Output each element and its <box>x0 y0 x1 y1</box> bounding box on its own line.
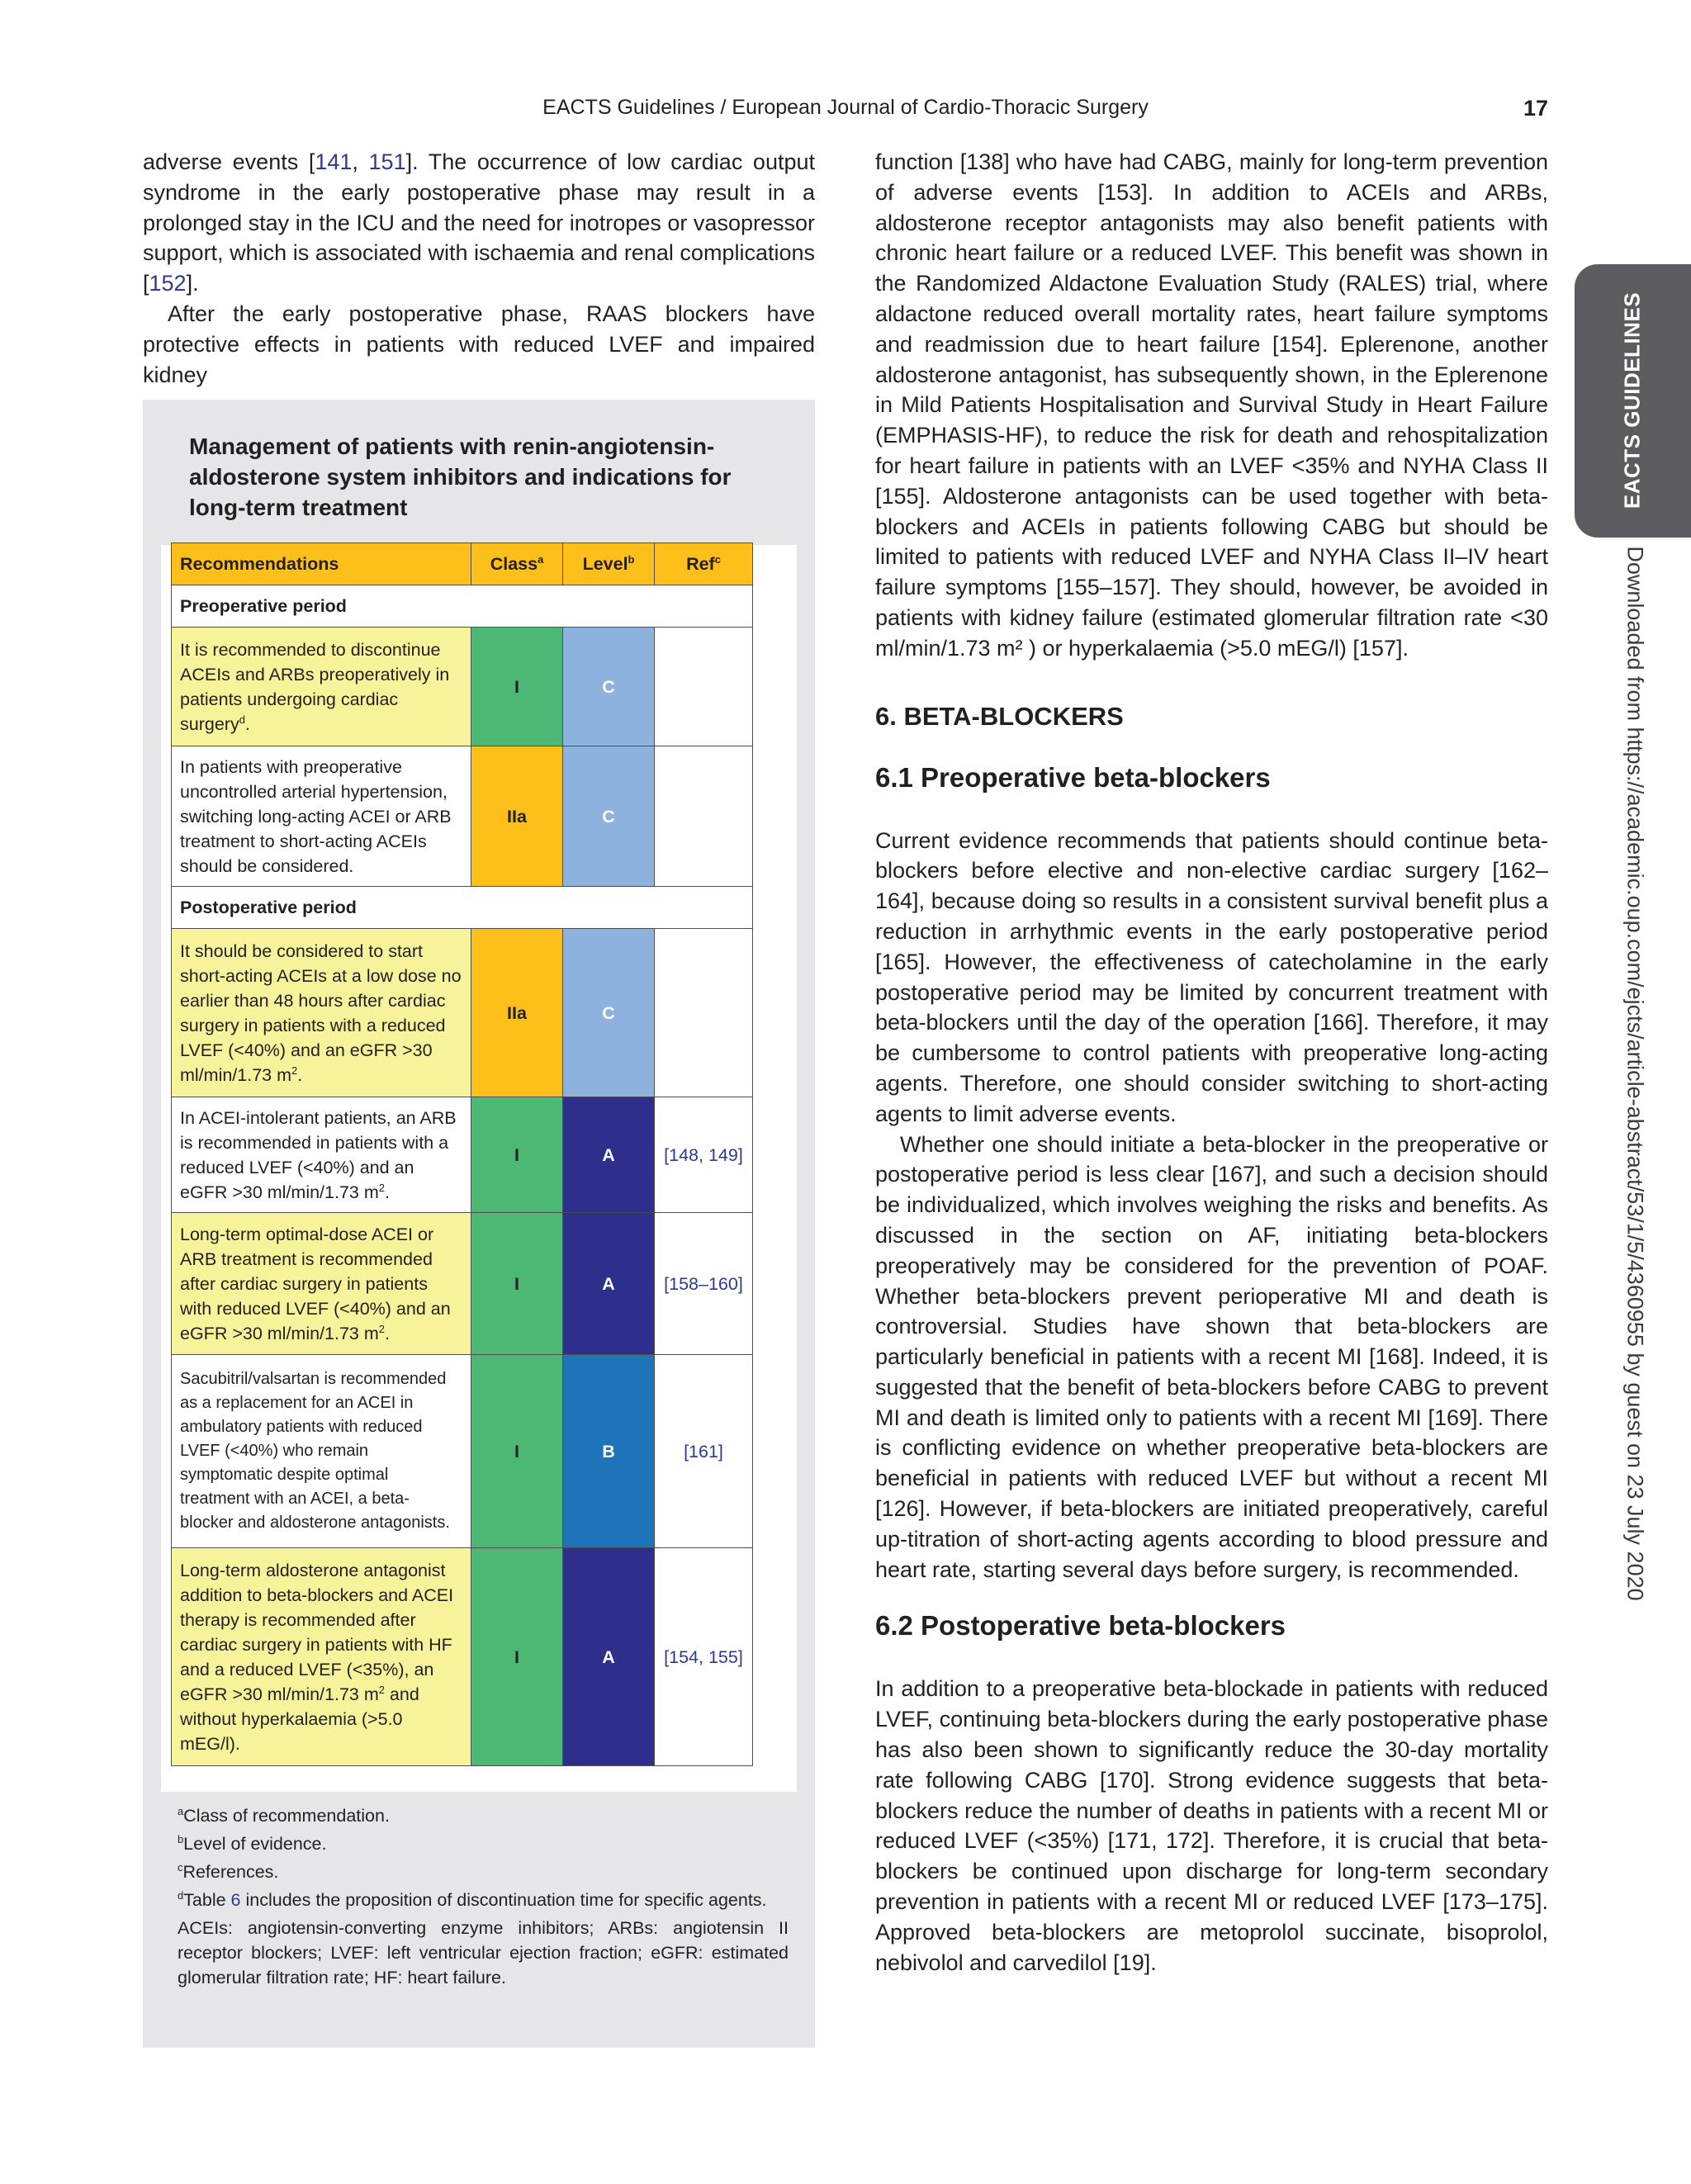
subsection-heading-6-2: 6.2 Postoperative beta-blockers <box>875 1610 1286 1642</box>
text-run: ]. <box>186 271 199 296</box>
level-cell: A <box>563 1548 655 1766</box>
header-class: Class$^a$ <box>471 543 563 585</box>
citation-link[interactable]: 141 <box>315 149 353 174</box>
ref-cell <box>655 929 753 1097</box>
class-cell: I <box>471 1213 563 1355</box>
table-link[interactable]: 6 <box>230 1890 241 1911</box>
footnote-a: $^a$Class of recommendation. <box>178 1805 390 1826</box>
level-cell: C <box>563 628 655 746</box>
recommendation-text: Sacubitril/valsartan is recommended as a replacement for an ACEI in ambulatory patients with reduced LVEF (<40%) who remain symptomatic despite optimal treatment with an ACEI, a beta-blocker and aldosterone antagonists. <box>172 1355 471 1548</box>
left-paragraph-2: After the early postoperative phase, RAAS blockers have protective effects in patients with reduced LVEF and impaired kidney <box>143 301 815 387</box>
ref-cell[interactable]: [161] <box>655 1355 753 1548</box>
table-row <box>172 1213 753 1355</box>
header-ref: Ref$^c$ <box>655 543 753 585</box>
section-postoperative: Postoperative period <box>172 887 753 929</box>
table-row <box>172 746 753 887</box>
level-cell: B <box>563 1355 655 1548</box>
ref-cell[interactable]: [158–160] <box>655 1213 753 1355</box>
table-row <box>172 929 753 1097</box>
journal-title: EACTS Guidelines / European Journal of Cardio-Thoracic Surgery <box>542 96 1149 119</box>
text-run: adverse events [ <box>143 149 315 174</box>
level-cell: A <box>563 1213 655 1355</box>
text-run: , <box>352 149 369 174</box>
header-recommendations: Recommendations <box>172 543 471 585</box>
footnotes <box>178 1803 789 1993</box>
download-watermark: Downloaded from https://academic.oup.com/ejcts/article-abstract/53/1/5/4360955 by guest on 23 July 2020 <box>1622 546 1648 1601</box>
recommendation-text: It should be considered to start short-acting ACEIs at a low dose no earlier than 48 hours after cardiac surgery in patients with a reduced LVEF (<40%) and an eGFR >30 ml/min/1.73 $m^2$. <box>172 929 471 1097</box>
citation-link[interactable]: 151 <box>368 149 406 174</box>
level-cell: C <box>563 929 655 1097</box>
right-paragraph-1: function [138] who have had CABG, mainly for long-term prevention of adverse events [153]. In addition to ACEIs and ARBs, aldosterone receptor antagonists may also benefit patients with chronic heart failure or a reduced LVEF. This benefit was shown in the Randomized Aldactone Evaluation Study (RALES) trial, where aldactone reduced overall mortality rates, heart failure symptoms and readmission due to heart failure [154]. Eplerenone, another aldosterone antagonist, has subsequently shown, in the Eplerenone in Mild Patients Hospitalisation and Survival Study in Heart Failure (EMPHASIS-HF), to reduce the risk for death and rehospitalization for heart failure in patients with an LVEF <35% and NYHA Class II [155]. Aldosterone antagonists can be used together with beta-blockers and ACEIs in patients following CABG but should be limited to patients with reduced LVEF and NYHA Class II–IV heart failure symptoms [155–157]. They should, however, be avoided in patients with kidney failure (estimated glomerular filtration rate <30 ml/min/1.73 m² ) or hyperkalaemia (>5.0 mEG/l) [157]. <box>875 149 1548 661</box>
ref-cell[interactable]: [154, 155] <box>655 1548 753 1766</box>
ref-cell <box>655 746 753 887</box>
right-paragraph-2: Current evidence recommends that patients should continue beta-blockers before elective and non-elective cardiac surgery [162–164], because doing so results in a consistent survival benefit plus a reduction in arrhythmic events in the early postoperative period [165]. However, the effectiveness of catecholamine in the early postoperative period may be limited by concurrent treatment with beta-blockers until the day of the operation [166]. Therefore, it may be cumbersome to control patients with preoperative long-acting agents. Therefore, one should consider switching to short-acting agents to limit adverse events. <box>875 827 1548 1126</box>
table-section-row <box>172 585 753 628</box>
class-cell: IIa <box>471 929 563 1097</box>
right-paragraph-4: In addition to a preoperative beta-blockade in patients with reduced LVEF, continuing beta-blockers during the early postoperative phase has also been shown to significantly reduce the 30-day mortality rate following CABG [170]. Strong evidence suggests that beta-blockers reduce the number of deaths in patients with a recent MI or reduced LVEF (<35%) [171, 172]. Therefore, it is crucial that beta-blockers be continued upon discharge for long-term secondary prevention in patients with a recent MI or reduced LVEF [173–175]. Approved beta-blockers are metoprolol succinate, bisoprolol, nebivolol and carvedilol [19]. <box>875 1676 1548 1975</box>
right-paragraph-3: Whether one should initiate a beta-blocker in the preoperative or postoperative period is less clear [167], and such a decision should be individualized, which involves weighing the risks and benefits. As discussed in the section on AF, initiating beta-blockers preoperatively may be considered for the prevention of POAF. Whether beta-blockers prevent perioperative MI and death is controversial. Studies have shown that beta-blockers are particularly beneficial in patients with a recent MI [168]. Indeed, it is suggested that the benefit of beta-blockers before CABG to prevent MI and death is limited only to patients with a recent MI [169]. There is conflicting evidence on whether preoperative beta-blockers are beneficial in patients with reduced LVEF but without a recent MI [126]. However, if beta-blockers are initiated preoperatively, careful up-titration of short-acting agents according to blood pressure and heart rate, starting several days before surgery, is recommended. <box>875 1131 1548 1582</box>
section-side-tab <box>1575 264 1691 538</box>
text-run: ]. The occurrence of low cardiac output syndrome in the early postoperative phase may result in a prolonged stay in the ICU and the need for inotropes or vasopressor support, which is associated with ischaemia and renal complications [ <box>143 149 815 296</box>
level-cell: C <box>563 746 655 887</box>
table-section-row <box>172 887 753 929</box>
ref-cell[interactable]: [148, 149] <box>655 1097 753 1213</box>
level-cell: A <box>563 1097 655 1213</box>
side-tab-label: EACTS GUIDELINES <box>1619 291 1645 509</box>
subsection-heading-6-1: 6.1 Preoperative beta-blockers <box>875 761 1271 793</box>
table-row <box>172 1355 753 1548</box>
citation-link[interactable]: 152 <box>149 271 187 296</box>
section-heading-6: 6. BETA-BLOCKERS <box>875 701 1124 731</box>
running-head <box>0 96 1691 129</box>
ref-cell <box>655 628 753 746</box>
recommendation-text: In ACEI-intolerant patients, an ARB is recommended in patients with a reduced LVEF (<40%) and an eGFR >30 ml/min/1.73 $m^2$. <box>172 1097 471 1213</box>
recommendations-table <box>171 542 753 1766</box>
footnote-b: $^b$Level of evidence. <box>178 1833 327 1855</box>
left-paragraph-1 <box>143 147 815 299</box>
class-cell: I <box>471 1548 563 1766</box>
footnote-c: $^c$References. <box>178 1861 279 1883</box>
footnote-d: $^d$Table 6 includes the proposition of discontinuation time for specific agents. <box>178 1889 767 1911</box>
header-level: Level$^b$ <box>563 543 655 585</box>
table-header-row <box>172 543 753 585</box>
recommendation-text: In patients with preoperative uncontrolled arterial hypertension, switching long-acting ACEI or ARB treatment to short-acting ACEIs should be considered. <box>172 746 471 887</box>
table-row <box>172 1097 753 1213</box>
table-row <box>172 628 753 746</box>
page-number: 17 <box>1523 96 1548 121</box>
class-cell: I <box>471 1097 563 1213</box>
class-cell: IIa <box>471 746 563 887</box>
box-title: Management of patients with renin-angiotensin-aldosterone system inhibitors and indications for long-term treatment <box>189 433 732 521</box>
class-cell: I <box>471 1355 563 1548</box>
recommendation-text: It is recommended to discontinue ACEIs and ARBs preoperatively in patients undergoing cardiac surgery$^d$. <box>172 628 471 746</box>
footnote-abbreviations: ACEIs: angiotensin-converting enzyme inhibitors; ARBs: angiotensin II receptor blockers; LVEF: left ventricular ejection fraction; eGFR: estimated glomerular filtration rate; HF: heart failure. <box>178 1918 789 1988</box>
class-cell: I <box>471 628 563 746</box>
right-column <box>875 147 1548 1978</box>
table-row <box>172 1548 753 1766</box>
recommendation-text: Long-term optimal-dose ACEI or ARB treatment is recommended after cardiac surgery in patients with reduced LVEF (<40%) and an eGFR >30 ml/min/1.73 $m^2$. <box>172 1213 471 1355</box>
section-preoperative: Preoperative period <box>172 585 753 628</box>
recommendation-text: Long-term aldosterone antagonist addition to beta-blockers and ACEI therapy is recommended after cardiac surgery in patients with HF and a reduced LVEF (<35%), an eGFR >30 ml/min/1.73 $m^2$ and without hyperkalaemia (>5.0 mEG/l). <box>172 1548 471 1766</box>
